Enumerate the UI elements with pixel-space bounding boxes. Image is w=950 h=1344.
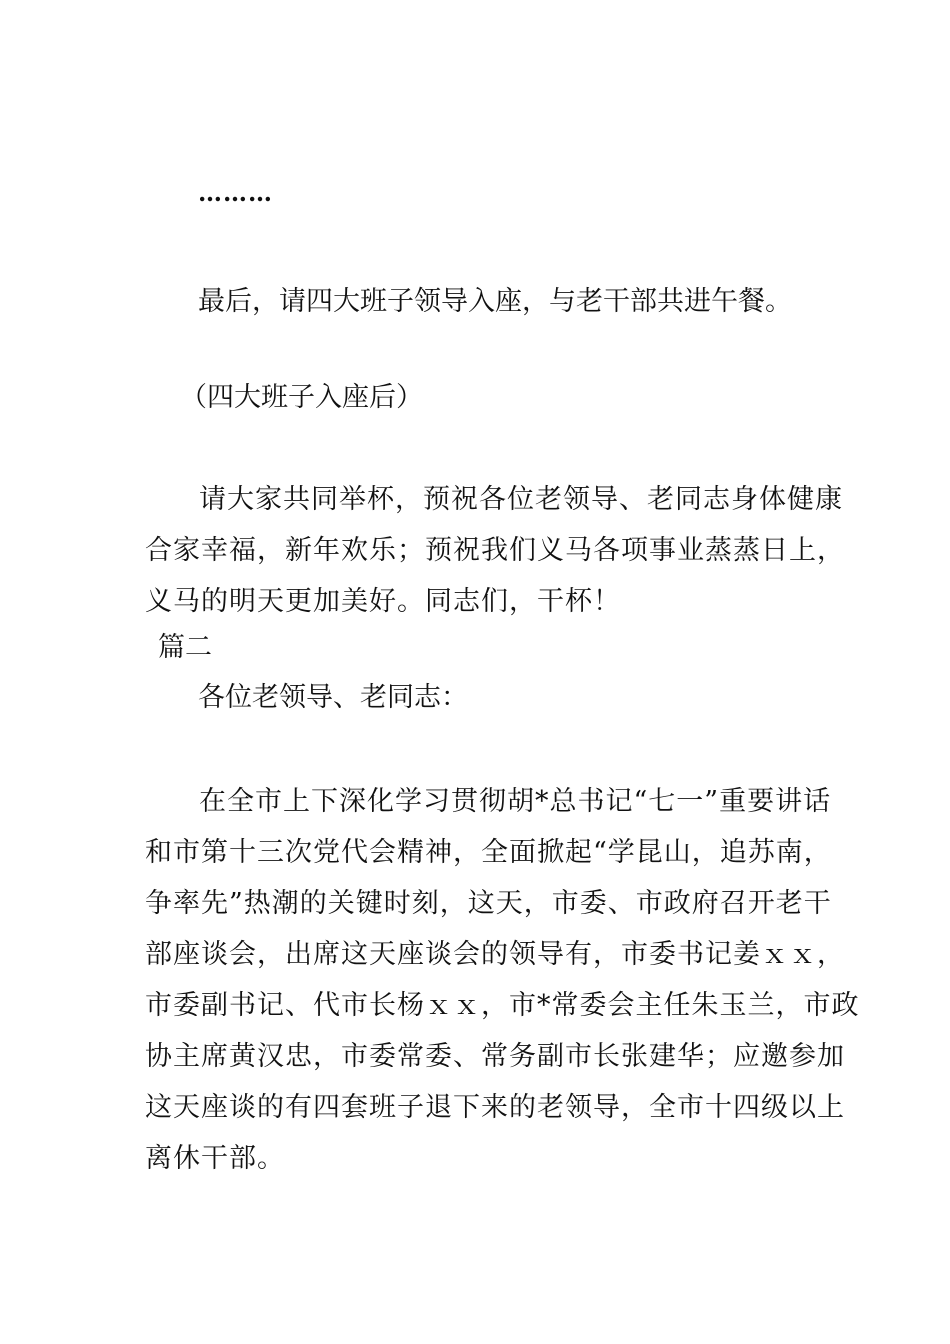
body-line: 争率先”热潮的关键时刻，这天，市委、市政府召开老干 [145, 888, 832, 919]
toast-line: 义马的明天更加美好。同志们，干杯！ [145, 586, 621, 617]
toast-line: 合家幸福，新年欢乐；预祝我们义马各项事业蒸蒸日上， [145, 535, 845, 566]
toast-line: 请大家共同举杯，预祝各位老领导、老同志身体健康 [199, 484, 843, 515]
greeting: 各位老领导、老同志： [198, 682, 468, 713]
body-line: 这天座谈的有四套班子退下来的老领导，全市十四级以上 [145, 1092, 845, 1123]
paragraph-body [145, 776, 860, 1184]
ellipsis-text: ……… [198, 178, 273, 207]
section-heading: 篇二 [158, 632, 212, 663]
body-line: 市委副书记、代市长杨ｘｘ，市*常委会主任朱玉兰，市政 [145, 990, 860, 1021]
body-line: 部座谈会，出席这天座谈会的领导有，市委书记姜ｘｘ， [145, 939, 845, 970]
paragraph-final-seating: 最后，请四大班子领导入座，与老干部共进午餐。 [198, 286, 792, 317]
body-line: 和市第十三次党代会精神，全面掀起“学昆山，追苏南， [145, 837, 832, 868]
paragraph-toast [145, 474, 845, 627]
body-line: 离休干部。 [145, 1143, 285, 1174]
body-line: 协主席黄汉忠，市委常委、常务副市长张建华；应邀参加 [145, 1041, 845, 1072]
body-line: 在全市上下深化学习贯彻胡*总书记“七一”重要讲话 [199, 786, 832, 817]
paragraph-parenthetical: （四大班子入座后） [180, 382, 423, 413]
